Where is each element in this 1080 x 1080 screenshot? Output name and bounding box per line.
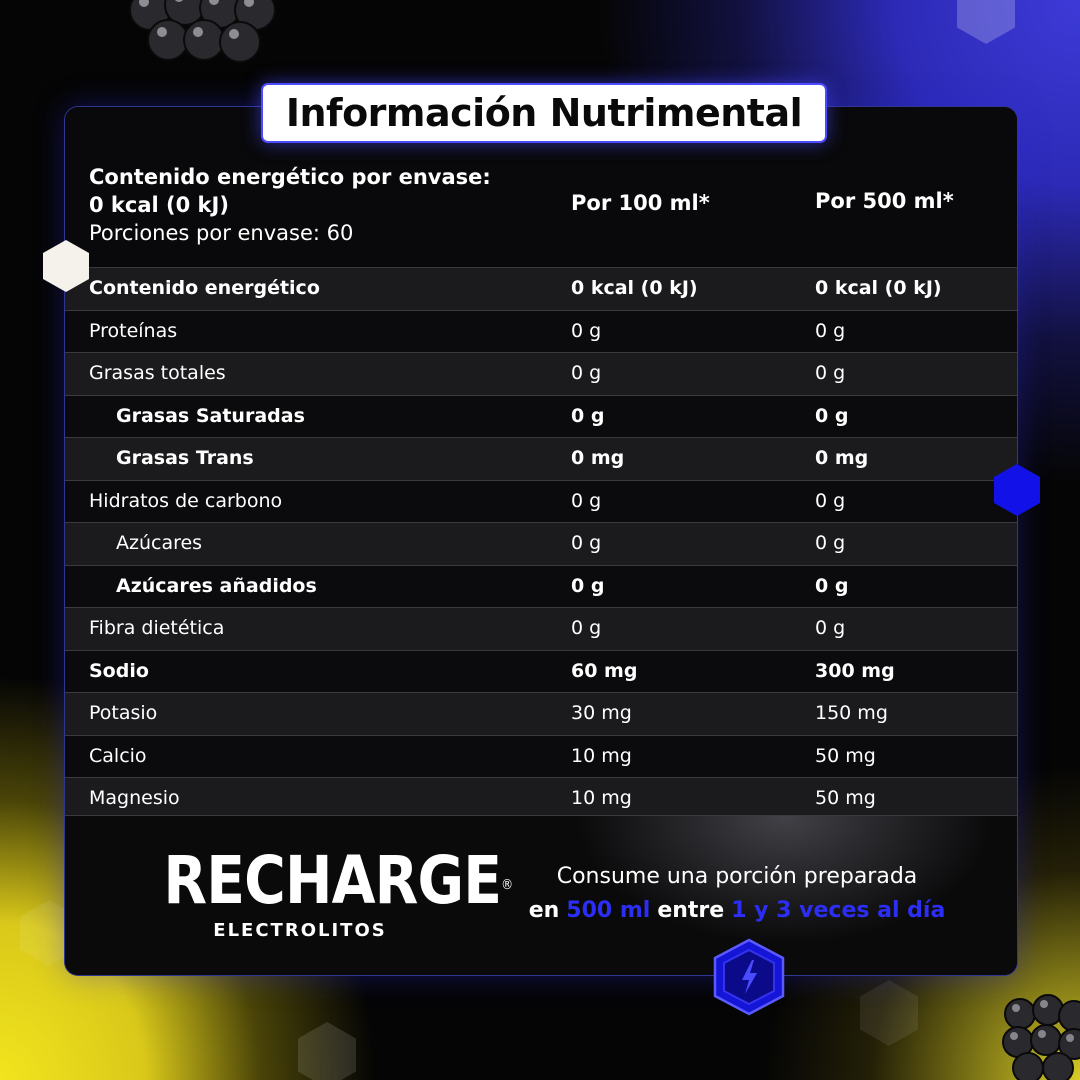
table-row — [65, 565, 1017, 608]
table-row — [65, 650, 1017, 693]
consume-mid: entre — [657, 898, 725, 923]
card-footer — [65, 815, 1017, 976]
value-per-500ml: 0 mg — [815, 447, 869, 469]
column-header-100ml: Por 100 ml* — [571, 191, 710, 215]
value-per-100ml: 0 kcal (0 kJ) — [571, 277, 698, 299]
value-per-100ml: 0 g — [571, 404, 605, 427]
background-hex — [957, 0, 1015, 44]
table-row — [65, 310, 1017, 353]
value-per-500ml: 0 kcal (0 kJ) — [815, 277, 942, 299]
lightning-bolt-icon — [712, 938, 786, 1016]
nutrient-name: Azúcares añadidos — [116, 574, 317, 597]
table-row — [65, 267, 1017, 310]
value-per-500ml: 50 mg — [815, 787, 876, 809]
consume-line-2 — [527, 894, 947, 928]
nutrient-name: Potasio — [89, 702, 158, 724]
nutrient-name: Grasas Trans — [116, 447, 254, 469]
value-per-100ml: 0 g — [571, 362, 602, 384]
table-row — [65, 395, 1017, 438]
brand-logo — [135, 842, 513, 941]
value-per-100ml: 30 mg — [571, 702, 632, 724]
value-per-500ml: 50 mg — [815, 744, 876, 767]
blackberry-icon — [120, 0, 290, 80]
value-per-100ml: 0 g — [571, 489, 602, 512]
energy-per-package-value: 0 kcal (0 kJ) — [89, 193, 229, 217]
table-row — [65, 522, 1017, 565]
portions-per-package: Porciones por envase: 60 — [89, 221, 354, 245]
value-per-100ml: 10 mg — [571, 744, 632, 767]
table-row — [65, 437, 1017, 480]
table-row — [65, 480, 1017, 523]
nutrient-name: Sodio — [89, 659, 149, 682]
value-per-500ml: 0 g — [815, 404, 849, 427]
value-per-100ml: 0 g — [571, 574, 605, 597]
value-per-500ml: 0 g — [815, 319, 846, 342]
header-summary — [89, 163, 491, 247]
value-per-500ml: 0 g — [815, 532, 846, 554]
title-banner — [261, 83, 827, 143]
brand-name-wrap — [163, 842, 513, 919]
energy-per-package-label: Contenido energético por envase: — [89, 165, 491, 189]
value-per-500ml: 0 g — [815, 489, 846, 512]
consume-frequency: 1 y 3 veces al día — [731, 898, 946, 923]
table-row — [65, 352, 1017, 395]
background-hex — [860, 980, 918, 1046]
value-per-100ml: 0 g — [571, 617, 602, 639]
value-per-100ml: 0 g — [571, 319, 602, 342]
value-per-100ml: 0 mg — [571, 447, 625, 469]
value-per-100ml: 60 mg — [571, 659, 638, 682]
table-row — [65, 692, 1017, 735]
value-per-500ml: 0 g — [815, 574, 849, 597]
nutrient-name: Azúcares — [116, 532, 203, 554]
value-per-100ml: 0 g — [571, 532, 602, 554]
consume-pre: en — [528, 898, 560, 923]
consume-line-1: Consume una porción preparada — [556, 864, 918, 889]
nutrient-name: Grasas totales — [89, 362, 226, 384]
nutrient-name: Hidratos de carbono — [89, 489, 283, 512]
blackberry-icon — [998, 994, 1080, 1080]
background-hex — [298, 1022, 356, 1080]
nutrient-name: Contenido energético — [89, 277, 320, 299]
consume-amount: 500 ml — [566, 898, 651, 923]
nutrient-name: Proteínas — [89, 319, 178, 342]
page-title: Información Nutrimental — [285, 91, 803, 135]
nutrient-name: Magnesio — [89, 787, 180, 809]
nutrition-card — [64, 106, 1018, 976]
value-per-500ml: 300 mg — [815, 659, 895, 682]
nutrition-table — [65, 267, 1017, 820]
brand-subtitle: ELECTROLITOS — [213, 920, 387, 941]
table-row — [65, 607, 1017, 650]
value-per-100ml: 10 mg — [571, 787, 632, 809]
value-per-500ml: 0 g — [815, 617, 846, 639]
table-row — [65, 735, 1017, 778]
value-per-500ml: 150 mg — [815, 702, 888, 724]
consumption-instructions — [527, 860, 947, 928]
column-header-500ml: Por 500 ml* — [815, 189, 954, 213]
registered-mark: ® — [501, 877, 513, 893]
table-row — [65, 777, 1017, 820]
brand-name: RECHARGE — [163, 842, 502, 919]
nutrient-name: Calcio — [89, 744, 147, 767]
value-per-500ml: 0 g — [815, 362, 846, 384]
nutrient-name: Fibra dietética — [89, 617, 225, 639]
nutrient-name: Grasas Saturadas — [116, 404, 305, 427]
